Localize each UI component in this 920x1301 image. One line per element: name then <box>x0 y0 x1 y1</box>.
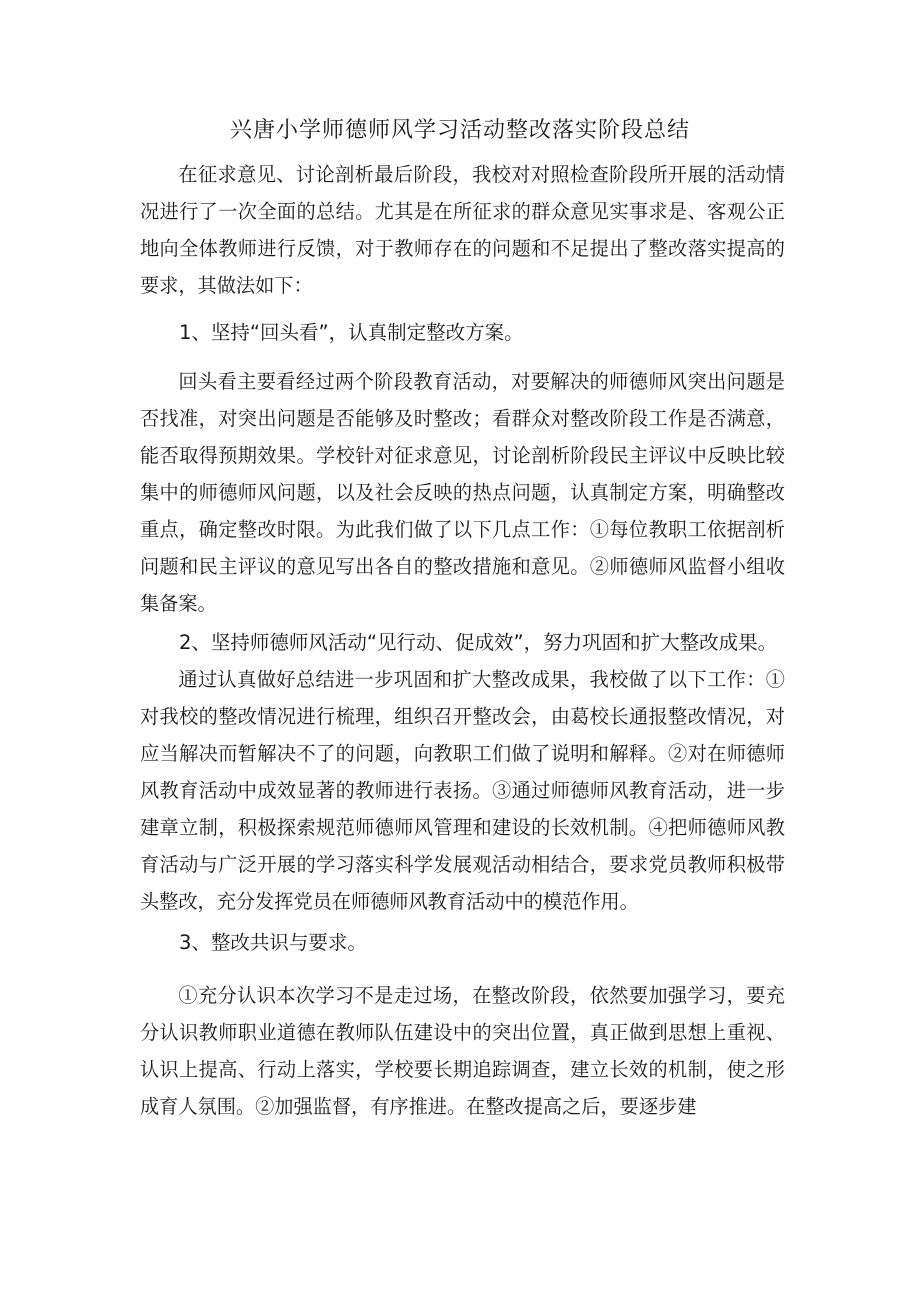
intro-paragraph: 在征求意见、讨论剖析最后阶段，我校对对照检查阶段所开展的活动情况进行了一次全面的总结。尤其是在所征求的群众意见实事求是、客观公正地向全体教师进行反馈，对于教师存在的问题和不足提出了整改落实提高的要求，其做法如下： <box>140 163 785 297</box>
section-3-body: ①充分认识本次学习不是走过场，在整改阶段，依然要加强学习，要充分认识教师职业道德在教师队伍建设中的突出位置，真正做到思想上重视、认识上提高、行动上落实，学校要长期追踪调查，建立长效的机制，使之形成育人氛围。②加强监督，有序推进。在整改提高之后，要逐步建 <box>140 984 785 1118</box>
document-title: 兴唐小学师德师风学习活动整改落实阶段总结 <box>229 118 690 143</box>
section-3-heading: 3、整改共识与要求。 <box>179 931 367 954</box>
section-1-body: 回头看主要看经过两个阶段教育活动，对要解决的师德师风突出问题是否找准，对突出问题是否能够及时整改；看群众对整改阶段工作是否满意，能否取得预期效果。学校针对征求意见，讨论剖析阶段民主评议中反映比较集中的师德师风问题，以及社会反映的热点问题，认真制定方案，明确整改重点，确定整改时限。为此我们做了以下几点工作：①每位教职工依据剖析问题和民主评议的意见写出各自的整改措施和意见。②师德师风监督小组收集备案。 <box>140 370 785 615</box>
section-1-heading: 1、坚持“回头看”，认真制定整改方案。 <box>179 321 524 344</box>
section-2-heading: 2、坚持师德师风活动“见行动、促成效”，努力巩固和扩大整改成果。 <box>179 631 778 654</box>
document-body <box>140 156 785 1125</box>
section-2-body: 通过认真做好总结进一步巩固和扩大整改成果，我校做了以下工作：①对我校的整改情况进行梳理，组织召开整改会，由葛校长通报整改情况，对应当解决而暂解决不了的问题，向教职工们做了说明和解释。②对在师德师风教育活动中成效显著的教师进行表扬。③通过师德师风教育活动，进一步建章立制，积极探索规范师德师风管理和建设的长效机制。④把师德师风教育活动与广泛开展的学习落实科学发展观活动相结合，要求党员教师积极带头整改，充分发挥党员在师德师风教育活动中的模范作用。 <box>140 668 785 913</box>
